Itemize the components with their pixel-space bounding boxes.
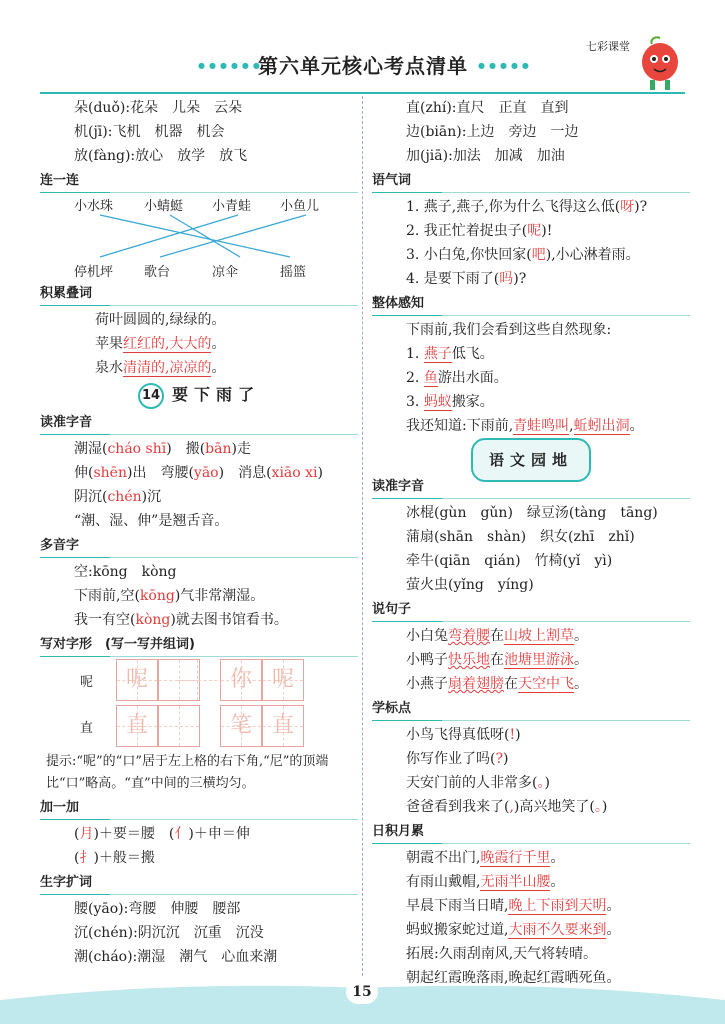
header-divider bbox=[40, 92, 685, 94]
sentence-line: 2. 鱼游出水面。 bbox=[406, 370, 508, 386]
page-header bbox=[0, 30, 725, 90]
section-title: 整体感知 bbox=[372, 293, 690, 316]
polyphone-line: 下雨前,空(kōng)气非常潮湿。 bbox=[74, 588, 265, 604]
grid-label: 直 bbox=[80, 721, 94, 736]
page-footer bbox=[0, 960, 725, 1024]
match-bottom-word: 凉伞 bbox=[212, 265, 239, 280]
match-bottom-word: 停机坪 bbox=[74, 265, 114, 280]
writing-cell: 笔 bbox=[220, 705, 262, 747]
matching-exercise bbox=[40, 195, 358, 281]
lesson-number: 14 bbox=[138, 383, 164, 409]
writing-grid-row bbox=[40, 705, 358, 751]
word-line: 直(zhí):直尺 正直 直到 bbox=[406, 100, 569, 116]
sentence-line: 1. 燕子低飞。 bbox=[406, 346, 494, 362]
sentence-line: 荷叶圆圆的,绿绿的。 bbox=[95, 312, 226, 328]
match-top-word: 小蜻蜓 bbox=[144, 199, 184, 214]
word-line: 潮(cháo):潮湿 潮气 心血来潮 bbox=[74, 949, 278, 965]
sentence-line: 苹果红红的,大大的。 bbox=[95, 336, 226, 352]
punct-line: 天安门前的人非常多(。) bbox=[406, 775, 550, 791]
section-title: 学标点 bbox=[372, 698, 690, 721]
tip-text: 提示:“呢”的“口”居于左上格的右下角,“尼”的顶端比“口”略高。“直”中间的三横均匀。 bbox=[46, 754, 329, 791]
punct-line: 爸爸看到我来了(,)高兴地笑了(。) bbox=[406, 799, 608, 815]
page-title: 第六单元核心考点清单 bbox=[258, 54, 468, 78]
word-line: 沉(chén):阴沉沉 沉重 沉没 bbox=[74, 925, 264, 941]
match-top-word: 小水珠 bbox=[74, 199, 114, 214]
section-title: 说句子 bbox=[372, 599, 690, 622]
apple-mascot-icon bbox=[636, 32, 684, 94]
garden-title: 语文园地 bbox=[471, 438, 591, 482]
section-title: 生字扩词 bbox=[40, 872, 358, 895]
sentence-line: 泉水清清的,凉凉的。 bbox=[95, 360, 226, 376]
writing-cell bbox=[158, 705, 200, 747]
pinyin-line: 潮湿(cháo shī) 搬(bān)走 bbox=[74, 441, 251, 457]
polyphone-line: 空:kōng kòng bbox=[74, 564, 177, 580]
column-divider bbox=[362, 96, 363, 976]
right-column bbox=[372, 96, 690, 990]
word-line: 机(jī):飞机 机器 机会 bbox=[74, 124, 225, 140]
compose-line: (扌)＋般＝搬 bbox=[74, 850, 155, 866]
writing-cell: 呢 bbox=[262, 659, 304, 701]
section-title: 读准字音 bbox=[372, 476, 690, 499]
word-line: 边(biān):上边 旁边 一边 bbox=[406, 124, 579, 140]
writing-cell: 呢 bbox=[116, 659, 158, 701]
sentence-line: 小白兔弯着腰在山坡上割草。 bbox=[406, 628, 588, 644]
match-bottom-word: 摇篮 bbox=[280, 265, 307, 280]
sentence-line: 1. 燕子,燕子,你为什么飞得这么低(呀)? bbox=[406, 199, 648, 215]
word-line: 朵(duǒ):花朵 儿朵 云朵 bbox=[74, 100, 243, 116]
brand-label: 七彩课堂 bbox=[586, 40, 630, 53]
writing-grid-row bbox=[40, 659, 358, 705]
word-line: 放(fàng):放心 放学 放飞 bbox=[74, 148, 248, 164]
decor-dots-left: ●●●●●● bbox=[198, 61, 264, 70]
grid-label: 呢 bbox=[80, 675, 94, 690]
word-line: 加(jiā):加法 加减 加油 bbox=[406, 148, 565, 164]
polyphone-line: 我一有空(kòng)就去图书馆看书。 bbox=[74, 612, 288, 628]
left-column bbox=[40, 96, 358, 969]
section-title: 积累叠词 bbox=[40, 283, 358, 306]
proverb-line: 早晨下雨当日晴,晚上下雨到天明。 bbox=[406, 898, 621, 914]
compose-line: (月)＋要＝腰 (亻)＋申＝伸 bbox=[74, 826, 250, 842]
match-bottom-word: 歌台 bbox=[144, 265, 171, 280]
proverb-line: 蚂蚁搬家蛇过道,大雨不久要来到。 bbox=[406, 922, 621, 938]
answer-text: 清清的,凉凉的 bbox=[123, 360, 212, 376]
section-title: 连一连 bbox=[40, 170, 358, 193]
proverb-line: 有雨山戴帽,无雨半山腰。 bbox=[406, 874, 565, 890]
proverb-line: 拓展:久雨刮南风,天气将转晴。 bbox=[406, 946, 598, 962]
match-top-word: 小青蛙 bbox=[212, 199, 252, 214]
note-line: “潮、湿、伸”是翘舌音。 bbox=[74, 513, 229, 529]
sentence-line: 4. 是要下雨了(吗)? bbox=[406, 271, 527, 287]
punct-line: 你写作业了吗(?) bbox=[406, 751, 509, 767]
lesson-heading bbox=[40, 380, 358, 410]
writing-cell-spacer bbox=[176, 659, 218, 701]
section-title: 日积月累 bbox=[372, 821, 690, 844]
section-title: 多音字 bbox=[40, 535, 358, 558]
lesson-title: 要下雨了 bbox=[171, 385, 260, 404]
punct-line: 小鸟飞得真低呀(!) bbox=[406, 727, 521, 743]
section-title: 加一加 bbox=[40, 797, 358, 820]
sentence-line: 3. 小白兔,你快回家(吧),小心淋着雨。 bbox=[406, 247, 640, 263]
decor-dots-right: ●●●●● bbox=[478, 61, 533, 70]
sentence-line: 我还知道:下雨前,青蛙鸣叫,蚯蚓出洞。 bbox=[406, 418, 644, 434]
answer-text: 红红的,大大的 bbox=[123, 336, 212, 352]
word-line: 腰(yāo):弯腰 伸腰 腰部 bbox=[74, 901, 241, 917]
pinyin-line: 牵牛(qiān qián) 竹椅(yǐ yì) bbox=[406, 553, 613, 569]
pinyin-line: 阴沉(chén)沉 bbox=[74, 489, 162, 505]
pinyin-line: 冰棍(gùn gǔn) 绿豆汤(tàng tāng) bbox=[406, 505, 658, 521]
writing-cell: 你 bbox=[220, 659, 262, 701]
section-title: 语气词 bbox=[372, 170, 690, 193]
sentence-line: 小燕子扇着翅膀在天空中飞。 bbox=[406, 676, 588, 692]
sentence-line: 下雨前,我们会看到这些自然现象: bbox=[406, 322, 612, 338]
section-title: 读准字音 bbox=[40, 412, 358, 435]
garden-heading bbox=[372, 438, 690, 474]
proverb-line: 朝起红霞晚落雨,晚起红霞晒死鱼。 bbox=[406, 970, 621, 986]
writing-cell: 直 bbox=[262, 705, 304, 747]
pinyin-line: 伸(shēn)出 弯腰(yāo) 消息(xiāo xi) bbox=[74, 465, 323, 481]
pinyin-line: 蒲扇(shān shàn) 织女(zhī zhǐ) bbox=[406, 529, 635, 545]
match-top-word: 小鱼儿 bbox=[280, 199, 320, 214]
sentence-line: 3. 蚂蚁搬家。 bbox=[406, 394, 494, 410]
section-title: 写对字形 (写一写并组词) bbox=[40, 634, 358, 657]
writing-cell: 直 bbox=[116, 705, 158, 747]
sentence-line: 小鸭子快乐地在池塘里游泳。 bbox=[406, 652, 588, 668]
sentence-line: 2. 我正忙着捉虫子(呢)! bbox=[406, 223, 553, 239]
proverb-line: 朝霞不出门,晚霞行千里。 bbox=[406, 850, 565, 866]
page-number: 15 bbox=[346, 980, 378, 1004]
pinyin-line: 萤火虫(yǐng yíng) bbox=[406, 577, 534, 593]
